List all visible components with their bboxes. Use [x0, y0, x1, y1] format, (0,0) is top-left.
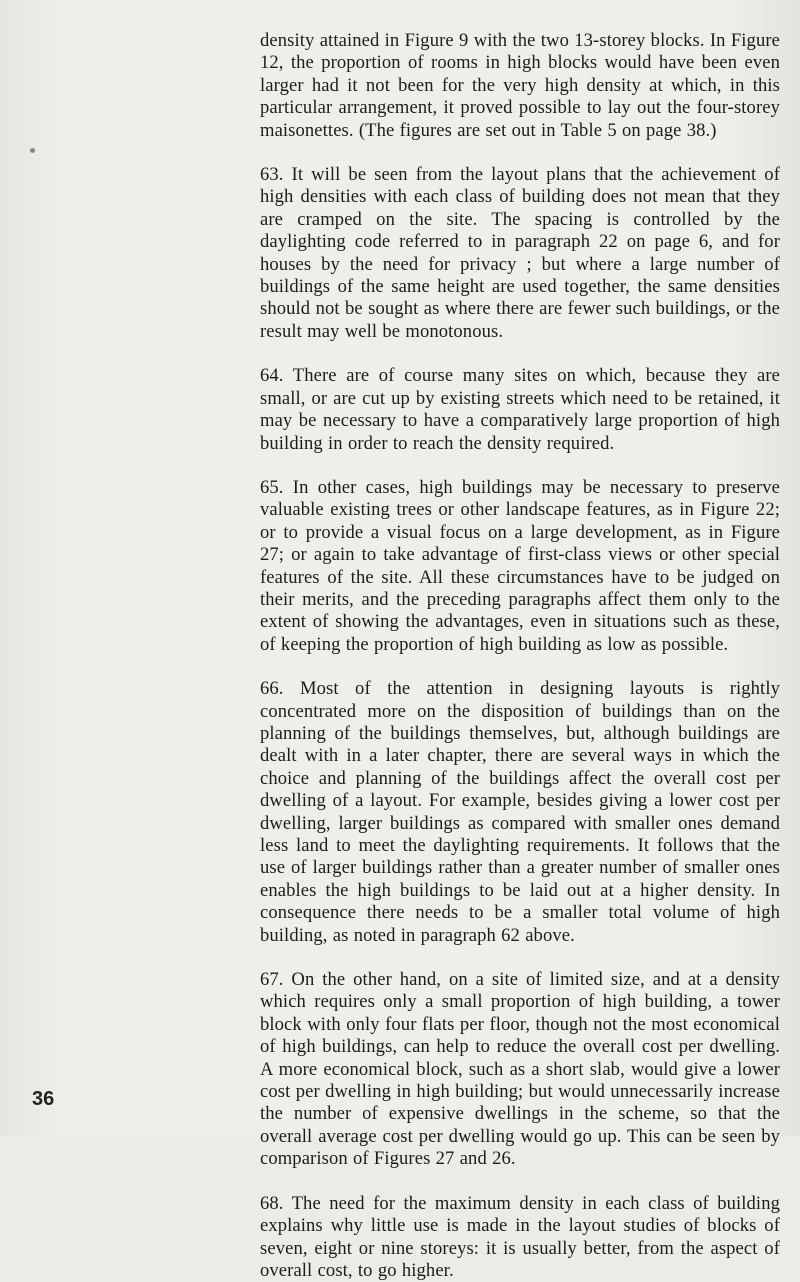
paragraph-64: 64. There are of course many sites on which, because they are small, or are cut up by existing streets which need to be retained, it may be necessary to have a comparatively large proportion of high building in order to reach the density required. — [260, 365, 780, 454]
body-text — [260, 30, 780, 1282]
paragraph-63: 63. It will be seen from the layout plans that the achievement of high densities with each class of building does not mean that they are cramped on the site. The spacing is controlled by the daylighting code referred to in paragraph 22 on page 6, and for houses by the need for privacy ; but where a large number of buildings of the same height are used together, the same densities should not be sought as where there are fewer such buildings, or the result may well be monotonous. — [260, 164, 780, 342]
paragraph-68: 68. The need for the maximum density in each class of building explains why little use is made in the layout studies of blocks of seven, eight or nine storeys: it is usually better, from the aspect of overall cost, to go higher. — [260, 1192, 780, 1281]
paragraph-continuation: density attained in Figure 9 with the two 13-storey blocks. In Figure 12, the proportion of rooms in high blocks would have been even larger had it not been for the very high density at which, in this particular arrangement, it proved possible to lay out the four-storey maisonettes. (The figures are set out in Table 5 on page 38.) — [260, 30, 780, 141]
paragraph-66: 66. Most of the attention in designing layouts is rightly concentrated more on the disposition of buildings than on the planning of the buildings themselves, but, although buildings are dealt with in a later chapter, there are several ways in which the choice and planning of the buildings affect the overall cost per dwelling of a layout. For example, besides giving a lower cost per dwelling, larger buildings as compared with smaller ones demand less land to meet the daylighting requirements. It follows that the use of larger buildings rather than a greater number of smaller ones enables the high buildings to be laid out at a higher density. In consequence there needs to be a smaller total volume of high building, as noted in paragraph 62 above. — [260, 678, 780, 946]
paragraph-67: 67. On the other hand, on a site of limited size, and at a density which requires only a small proportion of high building, a tower block with only four flats per floor, though not the most economical of high buildings, can help to reduce the overall cost per dwelling. A more economical block, such as a short slab, would give a lower cost per dwelling in high building; but would unnecessarily increase the number of expensive dwellings in the scheme, so that the overall average cost per dwelling would go up. This can be seen by comparison of Figures 27 and 26. — [260, 969, 780, 1170]
paper-speck — [30, 148, 35, 153]
paragraph-65: 65. In other cases, high buildings may be necessary to preserve valuable existing trees or other landscape features, as in Figure 22; or to provide a visual focus on a large development, as in Figure 27; or again to take advantage of first-class views or other special features of the site. All these circumstances have to be judged on their merits, and the preceding paragraphs affect them only to the extent of showing the advantages, even in situations such as these, of keeping the proportion of high building as low as possible. — [260, 476, 780, 655]
page-number: 36 — [32, 1088, 55, 1110]
